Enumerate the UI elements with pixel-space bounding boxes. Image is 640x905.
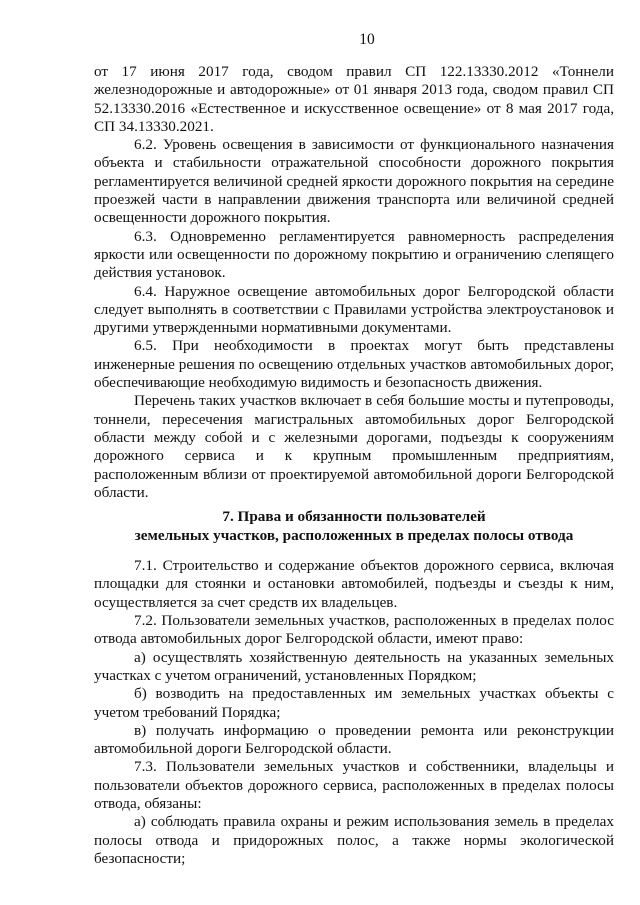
paragraph-7-2: 7.2. Пользователи земельных участков, расположенных в пределах полос отвода автомобильных дорог Белгородской области, имеют право: (94, 612, 614, 648)
paragraph-6-3: 6.3. Одновременно регламентируется равномерность распределения яркости или освещенности по дорожному покрытию и ограничению слепящего действия установок. (94, 227, 614, 282)
paragraph-6-2: 6.2. Уровень освещения в зависимости от функционального назначения объекта и стабильности отражательной способности дорожного покрытия регламентируется величиной средней яркости дорожного покрытия на середине проезжей части в направлении движения транспорта или величиной средней освещенности дорожного покрытия. (94, 136, 614, 227)
paragraph-6-4: 6.4. Наружное освещение автомобильных дорог Белгородской области следует выполнять в соответствии с Правилами устройства электроустановок и другими утвержденными нормативными документами. (94, 282, 614, 337)
paragraph-7-3: 7.3. Пользователи земельных участков и собственники, владельцы и пользователи объектов дорожного сервиса, расположенных в пределах полосы отвода, обязаны: (94, 758, 614, 812)
paragraph-7-1: 7.1. Строительство и содержание объектов дорожного сервиса, включая площадки для стоянки и остановки автомобилей, подъезды и съезды к ним, осуществляется за счет средств их владельцев. (94, 557, 614, 611)
paragraph-6-5-list: Перечень таких участков включает в себя большие мосты и путепроводы, тоннели, пересечения магистральных автомобильных дорог Белгородской области между собой и с железными дорогами, подъезды к сооружениям дорожного сервиса и к крупным промышленным предприятиям, расположенным вблизи от проектируемой автомобильной дороги Белгородской области. (94, 392, 614, 501)
paragraph-6-5: 6.5. При необходимости в проектах могут быть представлены инженерные решения по освещению отдельных участков автомобильных дорог, обеспечивающие необходимую видимость и безопасность движения. (94, 337, 614, 392)
paragraph-7-2-c: в) получать информацию о проведении ремонта или реконструкции автомобильной дороги Белгородской области. (94, 721, 614, 758)
paragraph-7-2-b: б) возводить на предоставленных им земельных участках объекты с учетом требований Порядка; (94, 685, 614, 721)
paragraph-7-3-a: а) соблюдать правила охраны и режим использования земель в пределах полосы отвода и придорожных полос, а также нормы экологической безопасности; (94, 813, 614, 867)
paragraph-continuation: от 17 июня 2017 года, сводом правил СП 122.13330.2012 «Тоннели железнодорожные и автодорожные» от 01 января 2013 года, сводом правил СП 52.13330.2016 «Естественное и искусственное освещение» от 8 мая 2017 года, СП 34.13330.2021. (94, 63, 614, 135)
page-number: 10 (359, 31, 375, 48)
section-heading-line2: земельных участков, расположенных в пределах полосы отвода (134, 527, 574, 545)
paragraph-7-2-a: а) осуществлять хозяйственную деятельность на указанных земельных участках с учетом ограничений, установленных Порядком; (94, 648, 614, 684)
section-heading-line1: 7. Права и обязанности пользователей (222, 508, 486, 526)
section-heading (94, 507, 614, 545)
